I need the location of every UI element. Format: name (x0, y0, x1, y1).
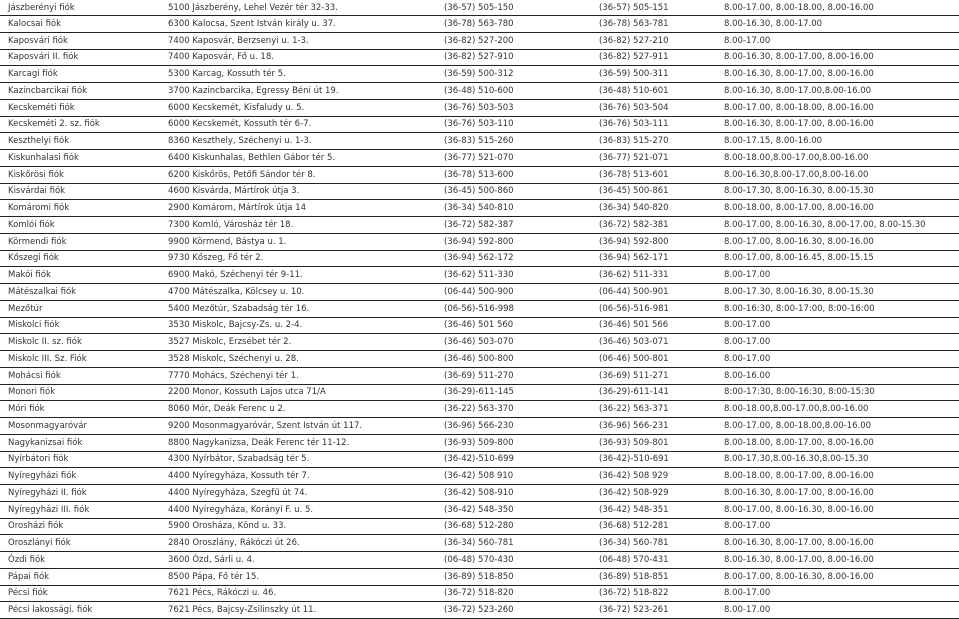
table-row (0, 49, 959, 66)
table-row (0, 451, 959, 468)
branch-opening-hours: 8.00-17.15, 8.00-16.00 (716, 133, 959, 150)
branch-fax: (36-59) 500-311 (591, 66, 716, 83)
branch-address: 4600 Kisvárda, Mártírok útja 3. (160, 183, 436, 200)
branch-fax: (36-46) 501 566 (591, 317, 716, 334)
table-row (0, 384, 959, 401)
branch-opening-hours: 8.00-16.30,8.00-17.00,8.00-16.00 (716, 166, 959, 183)
branch-fax: (36-45) 500-861 (591, 183, 716, 200)
table-row (0, 501, 959, 518)
branch-address: 5300 Karcag, Kossuth tér 5. (160, 66, 436, 83)
branch-opening-hours: 8.00-17.00, 8.00-18.00, 8.00-16.00 (716, 0, 959, 16)
branch-opening-hours: 8.00-16.30, 8.00-17.00, 8.00-16.00 (716, 552, 959, 569)
branch-opening-hours: 8.00-18.00, 8.00-17.00, 8.00-16.00 (716, 434, 959, 451)
branch-name: Kisvárdai fiók (0, 183, 160, 200)
branch-address: 5900 Orosháza, Kōnd u. 33. (160, 518, 436, 535)
branch-address: 6000 Kecskemét, Kossuth tér 6-7. (160, 116, 436, 133)
branch-phone: (36-46) 501 560 (436, 317, 591, 334)
branch-opening-hours: 8.00-17.00 (716, 518, 959, 535)
table-row (0, 568, 959, 585)
branch-fax: (36-48) 510-601 (591, 83, 716, 100)
branch-fax: (36-93) 509-801 (591, 434, 716, 451)
branch-phone: (36-42) 508 910 (436, 468, 591, 485)
branch-name: Ózdi fiók (0, 552, 160, 569)
table-row (0, 434, 959, 451)
table-row (0, 317, 959, 334)
branch-phone: (36-42) 508-910 (436, 485, 591, 502)
table-row (0, 133, 959, 150)
branch-name: Karcagi fiók (0, 66, 160, 83)
branch-address: 9200 Mosonmagyaróvár, Szent István út 117. (160, 418, 436, 435)
branch-phone: (36-72) 523-260 (436, 602, 591, 619)
branch-opening-hours: 8.00-17.00 (716, 585, 959, 602)
branch-phone: (36-93) 509-800 (436, 434, 591, 451)
branch-fax: (36-94) 562-171 (591, 250, 716, 267)
branch-fax: (36-29)-611-141 (591, 384, 716, 401)
branch-fax: (36-34) 540-820 (591, 200, 716, 217)
branch-address: 6200 Kiskőrös, Petőfi Sándor tér 8. (160, 166, 436, 183)
branch-address: 7400 Kaposvár, Fő u. 18. (160, 49, 436, 66)
branch-phone: (36-45) 500-860 (436, 183, 591, 200)
branch-phone: (36-42) 548-350 (436, 501, 591, 518)
branch-name: Oroszlányi fiók (0, 535, 160, 552)
branch-name: Kőszegi fiók (0, 250, 160, 267)
branch-fax: (36-22) 563-371 (591, 401, 716, 418)
branch-name: Kecskeméti fiók (0, 99, 160, 116)
branch-fax: (06-56)-516-981 (591, 300, 716, 317)
branch-fax: (36-72) 518-822 (591, 585, 716, 602)
branch-fax: (36-42) 508-929 (591, 485, 716, 502)
table-row (0, 233, 959, 250)
table-row (0, 300, 959, 317)
branch-fax: (36-42) 508 929 (591, 468, 716, 485)
branch-phone: (36-94) 562-172 (436, 250, 591, 267)
table-row (0, 418, 959, 435)
branch-fax: (36-68) 512-281 (591, 518, 716, 535)
table-row (0, 250, 959, 267)
branch-name: Mohácsi fiók (0, 367, 160, 384)
branch-address: 3700 Kazincbarcika, Egressy Béni út 19. (160, 83, 436, 100)
branch-address: 2900 Komárom, Mártírok útja 14 (160, 200, 436, 217)
branch-opening-hours: 8.00-17.00 (716, 602, 959, 619)
branch-name: Jászberényi fiók (0, 0, 160, 16)
branch-phone: (36-46) 503-070 (436, 334, 591, 351)
branch-fax: (06-48) 570-431 (591, 552, 716, 569)
branch-address: 5100 Jászberény, Lehel Vezér tér 32-33. (160, 0, 436, 16)
branch-phone: (36-22) 563-370 (436, 401, 591, 418)
table-row (0, 150, 959, 167)
branch-name: Nyíregyházi II. fiók (0, 485, 160, 502)
branch-name: Kecskeméti 2. sz. fiók (0, 116, 160, 133)
branch-fax: (36-34) 560-781 (591, 535, 716, 552)
branch-fax: (36-83) 515-270 (591, 133, 716, 150)
branch-opening-hours: 8.00-16.30, 8.00-17.00, 8.00-16.00 (716, 66, 959, 83)
branch-name: Kiskunhalasi fiók (0, 150, 160, 167)
table-row (0, 99, 959, 116)
branch-phone: (36-82) 527-200 (436, 32, 591, 49)
branch-address: 6900 Makó, Széchenyi tér 9-11. (160, 267, 436, 284)
table-row (0, 602, 959, 619)
table-row (0, 585, 959, 602)
branch-opening-hours: 8.00-17.00 (716, 32, 959, 49)
branch-name: Makói fiók (0, 267, 160, 284)
branch-name: Nagykanizsai fiók (0, 434, 160, 451)
branch-phone: (36-34) 540-810 (436, 200, 591, 217)
branch-address: 7400 Kaposvár, Berzsenyi u. 1-3. (160, 32, 436, 49)
branch-opening-hours: 8.00-16.30, 8.00-17.00, 8.00-16.00 (716, 535, 959, 552)
branch-name: Nyíregyházi fiók (0, 468, 160, 485)
branch-name: Orosházi fiók (0, 518, 160, 535)
table-row (0, 518, 959, 535)
branch-phone: (36-94) 592-800 (436, 233, 591, 250)
branch-fax: (36-69) 511-271 (591, 367, 716, 384)
branch-name: Miskolc III. Sz. Fiók (0, 351, 160, 368)
branch-name: Pécsi lakossági. fiók (0, 602, 160, 619)
branch-opening-hours: 8.00-17.00, 8.00-16.30, 8.00-16.00 (716, 568, 959, 585)
branch-address: 3528 Miskolc, Széchenyi u. 28. (160, 351, 436, 368)
branch-phone: (36-34) 560-781 (436, 535, 591, 552)
branch-phone: (36-46) 500-800 (436, 351, 591, 368)
branch-opening-hours: 8.00-17.30, 8.00-16.30, 8.00-15.30 (716, 183, 959, 200)
table-row (0, 183, 959, 200)
branch-name: Mosonmagyaróvár (0, 418, 160, 435)
branch-address: 3530 Miskolc, Bajcsy-Zs. u. 2-4. (160, 317, 436, 334)
branch-address: 7770 Mohács, Széchenyi tér 1. (160, 367, 436, 384)
table-row (0, 334, 959, 351)
branch-opening-hours: 8.00-17.00, 8.00-16.30, 8.00-16.00 (716, 501, 959, 518)
branch-fax: (36-76) 503-504 (591, 99, 716, 116)
branch-address: 8800 Nagykanizsa, Deák Ferenc tér 11-12. (160, 434, 436, 451)
branch-address: 4400 Nyíregyháza, Kossuth tér 7. (160, 468, 436, 485)
branch-address: 9730 Kőszeg, Fő tér 2. (160, 250, 436, 267)
branch-opening-hours: 8.00-16.00 (716, 367, 959, 384)
branch-name: Kaposvári II. fiók (0, 49, 160, 66)
branch-phone: (06-56)-516-998 (436, 300, 591, 317)
branch-phone: (36-42)-510-699 (436, 451, 591, 468)
table-row (0, 367, 959, 384)
branch-fax: (36-57) 505-151 (591, 0, 716, 16)
branch-phone: (36-76) 503-110 (436, 116, 591, 133)
branch-opening-hours: 8.00-18.00, 8.00-17.00, 8.00-16.00 (716, 200, 959, 217)
branch-opening-hours: 8.00-16:30, 8:00-17:00, 8:00-16:00 (716, 300, 959, 317)
branch-name: Móri fiók (0, 401, 160, 418)
branch-fax: (36-82) 527-911 (591, 49, 716, 66)
branch-name: Kalocsai fiók (0, 16, 160, 33)
branch-opening-hours: 8.00-17.30, 8.00-16.30, 8.00-15.30 (716, 284, 959, 301)
branch-address: 7300 Komló, Városház tér 18. (160, 217, 436, 234)
branch-phone: (06-44) 500-900 (436, 284, 591, 301)
branch-address: 5400 Mezőtúr, Szabadság tér 16. (160, 300, 436, 317)
table-row (0, 552, 959, 569)
branch-address: 4400 Nyíregyháza, Szegfű út 74. (160, 485, 436, 502)
branch-address: 4700 Mátészalka, Kölcsey u. 10. (160, 284, 436, 301)
branch-address: 4300 Nyírbátor, Szabadság tér 5. (160, 451, 436, 468)
branch-opening-hours: 8.00-17.00 (716, 267, 959, 284)
branch-opening-hours: 8.00-17.00, 8.00-16.45, 8.00-15.15 (716, 250, 959, 267)
branch-name: Nyíregyházi III. fiók (0, 501, 160, 518)
branch-phone: (36-59) 500-312 (436, 66, 591, 83)
branch-opening-hours: 8.00-17.00, 8.00-18.00,8.00-16.00 (716, 418, 959, 435)
branch-opening-hours: 8.00-18.00,8.00-17.00,8.00-16.00 (716, 401, 959, 418)
table-row (0, 116, 959, 133)
branch-opening-hours: 8.00-16.30, 8.00-17.00, 8.00-16.00 (716, 485, 959, 502)
branch-name: Monori fiók (0, 384, 160, 401)
table-row (0, 32, 959, 49)
branch-address: 6300 Kalocsa, Szent István király u. 37. (160, 16, 436, 33)
branch-phone: (36-62) 511-330 (436, 267, 591, 284)
branch-phone: (36-72) 582-387 (436, 217, 591, 234)
table-row (0, 351, 959, 368)
branch-name: Mátészalkai fiók (0, 284, 160, 301)
branch-name: Komáromi fiók (0, 200, 160, 217)
branch-address: 3527 Miskolc, Erzsébet tér 2. (160, 334, 436, 351)
branch-opening-hours: 8.00-17.00, 8.00-16.30, 8.00-16.00 (716, 233, 959, 250)
table-row (0, 0, 959, 16)
branch-name: Körmendi fiók (0, 233, 160, 250)
branch-fax: (36-72) 582-381 (591, 217, 716, 234)
branch-address: 3600 Ózd, Sárli u. 4. (160, 552, 436, 569)
table-row (0, 66, 959, 83)
branch-address: 7621 Pécs, Bajcsy-Zsilinszky út 11. (160, 602, 436, 619)
branch-opening-hours: 8.00-16.30, 8.00-17.00,8.00-16.00 (716, 83, 959, 100)
branch-opening-hours: 8.00-17.00 (716, 334, 959, 351)
table-row (0, 166, 959, 183)
branch-name: Kazincbarcikai fiók (0, 83, 160, 100)
table-row (0, 83, 959, 100)
branch-opening-hours: 8.00-18.00,8.00-17.00,8.00-16.00 (716, 150, 959, 167)
branch-name: Komlói fiók (0, 217, 160, 234)
table-row (0, 468, 959, 485)
branch-phone: (36-76) 503-503 (436, 99, 591, 116)
branch-address: 7621 Pécs, Rákóczi u. 46. (160, 585, 436, 602)
branch-opening-hours: 8.00-17.00 (716, 351, 959, 368)
branch-fax: (36-46) 503-071 (591, 334, 716, 351)
branch-address: 2200 Monor, Kossuth Lajos utca 71/A (160, 384, 436, 401)
branch-phone: (36-29)-611-145 (436, 384, 591, 401)
branch-fax: (06-46) 500-801 (591, 351, 716, 368)
branch-fax: (06-44) 500-901 (591, 284, 716, 301)
branch-opening-hours: 8.00-17.00 (716, 317, 959, 334)
branch-address: 2840 Oroszlány, Rákóczi út 26. (160, 535, 436, 552)
branch-name: Keszthelyi fiók (0, 133, 160, 150)
branch-name: Pápai fiók (0, 568, 160, 585)
branch-phone: (36-82) 527-910 (436, 49, 591, 66)
branch-address: 8060 Mór, Deák Ferenc u 2. (160, 401, 436, 418)
branch-fax: (36-94) 592-800 (591, 233, 716, 250)
branch-address: 8500 Pápa, Fő tér 15. (160, 568, 436, 585)
branch-opening-hours: 8:00-17:30, 8:00-16:30, 8:00-15:30 (716, 384, 959, 401)
branch-name: Kaposvári fiók (0, 32, 160, 49)
branch-opening-hours: 8.00-17.00, 8.00-16.30, 8.00-17.00, 8.00-15.30 (716, 217, 959, 234)
branch-fax: (36-42)-510-691 (591, 451, 716, 468)
branch-fax: (36-62) 511-331 (591, 267, 716, 284)
branch-address: 6000 Kecskemét, Kisfaludy u. 5. (160, 99, 436, 116)
table-row (0, 485, 959, 502)
branch-fax: (36-78) 563-781 (591, 16, 716, 33)
branch-address: 6400 Kiskunhalas, Bethlen Gábor tér 5. (160, 150, 436, 167)
branch-phone: (36-77) 521-070 (436, 150, 591, 167)
branch-fax: (36-72) 523-261 (591, 602, 716, 619)
branch-address: 8360 Keszthely, Széchenyi u. 1-3. (160, 133, 436, 150)
branch-name: Mezőtúr (0, 300, 160, 317)
branch-phone: (36-68) 512-280 (436, 518, 591, 535)
branch-fax: (36-96) 566-231 (591, 418, 716, 435)
table-row (0, 401, 959, 418)
branch-opening-hours: 8.00-17.30,8.00-16.30,8.00-15.30 (716, 451, 959, 468)
branch-opening-hours: 8.00-18.00, 8.00-17.00, 8.00-16.00 (716, 468, 959, 485)
branch-phone: (36-83) 515-260 (436, 133, 591, 150)
branch-name: Miskolc II. sz. fiók (0, 334, 160, 351)
branch-opening-hours: 8.00-16.30, 8.00-17.00 (716, 16, 959, 33)
table-row (0, 217, 959, 234)
branch-address: 4400 Nyíregyháza, Korányi F. u. 5. (160, 501, 436, 518)
branch-phone: (36-72) 518-820 (436, 585, 591, 602)
branch-name: Miskolci fiók (0, 317, 160, 334)
branch-fax: (36-77) 521-071 (591, 150, 716, 167)
branch-phone: (36-48) 510-600 (436, 83, 591, 100)
table-row (0, 200, 959, 217)
branch-fax: (36-76) 503-111 (591, 116, 716, 133)
branch-fax: (36-89) 518-851 (591, 568, 716, 585)
branch-name: Pécsi fiók (0, 585, 160, 602)
table-row (0, 284, 959, 301)
branch-phone: (06-48) 570-430 (436, 552, 591, 569)
branch-phone: (36-69) 511-270 (436, 367, 591, 384)
branch-opening-hours: 8.00-16.30, 8.00-17.00, 8.00-16.00 (716, 49, 959, 66)
table-row (0, 267, 959, 284)
branch-phone: (36-78) 563-780 (436, 16, 591, 33)
branch-name: Nyírbátori fiók (0, 451, 160, 468)
branch-phone: (36-89) 518-850 (436, 568, 591, 585)
branch-fax: (36-82) 527-210 (591, 32, 716, 49)
branch-fax: (36-42) 548-351 (591, 501, 716, 518)
branch-opening-hours: 8.00-16.30, 8.00-17.00, 8.00-16.00 (716, 116, 959, 133)
branch-phone: (36-78) 513-600 (436, 166, 591, 183)
branch-phone: (36-96) 566-230 (436, 418, 591, 435)
branch-opening-hours: 8.00-17.00, 8.00-18.00, 8.00-16.00 (716, 99, 959, 116)
table-row (0, 16, 959, 33)
branch-name: Kiskőrösi fiók (0, 166, 160, 183)
branch-fax: (36-78) 513-601 (591, 166, 716, 183)
branch-phone: (36-57) 505-150 (436, 0, 591, 16)
branch-address: 9900 Körmend, Bástya u. 1. (160, 233, 436, 250)
table-row (0, 535, 959, 552)
